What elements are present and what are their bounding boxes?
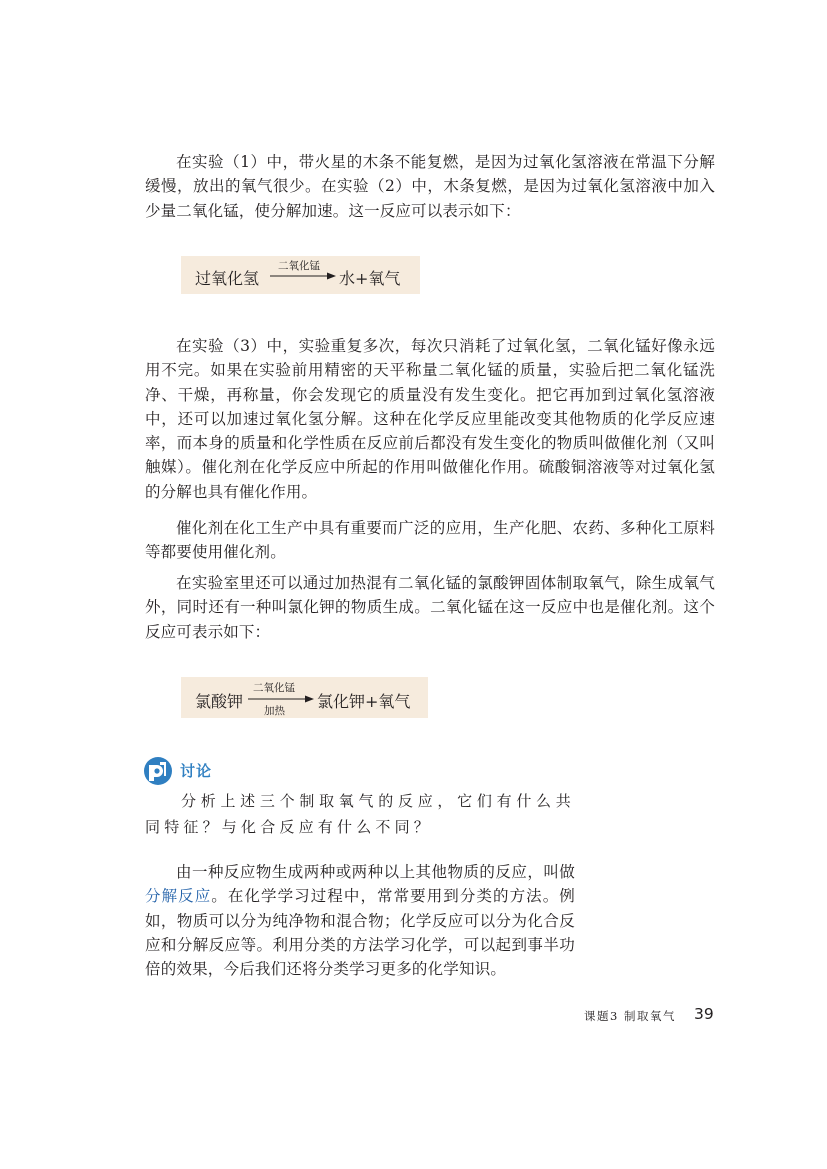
footer-section-label: 课题3 制取氧气: [584, 1009, 676, 1023]
paragraph-catalyst-definition: 在实验（3）中，实验重复多次，每次只消耗了过氧化氢，二氧化锰好像永远用不完。如果在实验前用精密的天平称量二氧化锰的质量，实验后把二氧化锰洗净、干燥，再称量，你会发现它的质量没有发生变化。把它再加到过氧化氢溶液中，还可以加速过氧化氢分解。这种在化学反应里能改变其他物质的化学反应速率，而本身的质量和化学性质在反应前后都没有发生变化的物质叫做催化剂（又叫触媒）。催化剂在化学反应中所起的作用叫做催化作用。硫酸铜溶液等对过氧化氢的分解也具有催化作用。: [145, 337, 715, 501]
equation-products: 水+氧气: [339, 269, 401, 288]
term-decomposition-reaction: 分解反应: [145, 887, 212, 906]
equation-products: 氯化钾+氧气: [317, 692, 411, 711]
page-number: 39: [694, 1005, 714, 1023]
paragraph-decomposition-reaction: [145, 860, 575, 981]
equation-reactant: 氯酸钾: [195, 692, 244, 711]
paragraph-potassium-chlorate: 在实验室里还可以通过加热混有二氧化锰的氯酸钾固体制取氧气，除生成氧气外，同时还有一种叫氯化钾的物质生成。二氧化锰在这一反应中也是催化剂。这个反应可表示如下：: [145, 574, 715, 641]
paragraph-text-before: 由一种反应物生成两种或两种以上其他物质的反应，叫做: [176, 863, 575, 881]
equation-catalyst: 二氧化锰: [253, 682, 295, 694]
equation-hydrogen-peroxide: [181, 256, 420, 294]
reaction-arrow-icon: [269, 271, 337, 281]
equation-reactant: 过氧化氢: [195, 269, 260, 288]
equation-condition: 加热: [264, 705, 285, 717]
paragraph-experiment-1-2: 在实验（1）中，带火星的木条不能复燃，是因为过氧化氢溶液在常温下分解缓慢，放出的氧气很少。在实验（2）中，木条复燃，是因为过氧化氢溶液中加入少量二氧化锰，使分解加速。这一反应可以表示如下：: [145, 153, 715, 220]
discussion-title: 讨论: [180, 762, 213, 780]
equation-catalyst: 二氧化锰: [278, 260, 320, 272]
paragraph-catalyst-industry: 催化剂在化工生产中具有重要而广泛的应用，生产化肥、农药、多种化工原料等都要使用催化剂。: [145, 519, 715, 562]
discussion-icon: [143, 756, 173, 786]
discussion-text: 分析上述三个制取氧气的反应，它们有什么共同特征？与化合反应有什么不同？: [145, 792, 575, 836]
paragraph-text-after: 。在化学学习过程中，常常要用到分类的方法。例如，物质可以分为纯净物和混合物；化学反应可以分为化合反应和分解反应等。利用分类的方法学习化学，可以起到事半功倍的效果，今后我们还将分类学习更多的化学知识。: [145, 887, 575, 979]
equation-potassium-chlorate: [181, 677, 428, 718]
